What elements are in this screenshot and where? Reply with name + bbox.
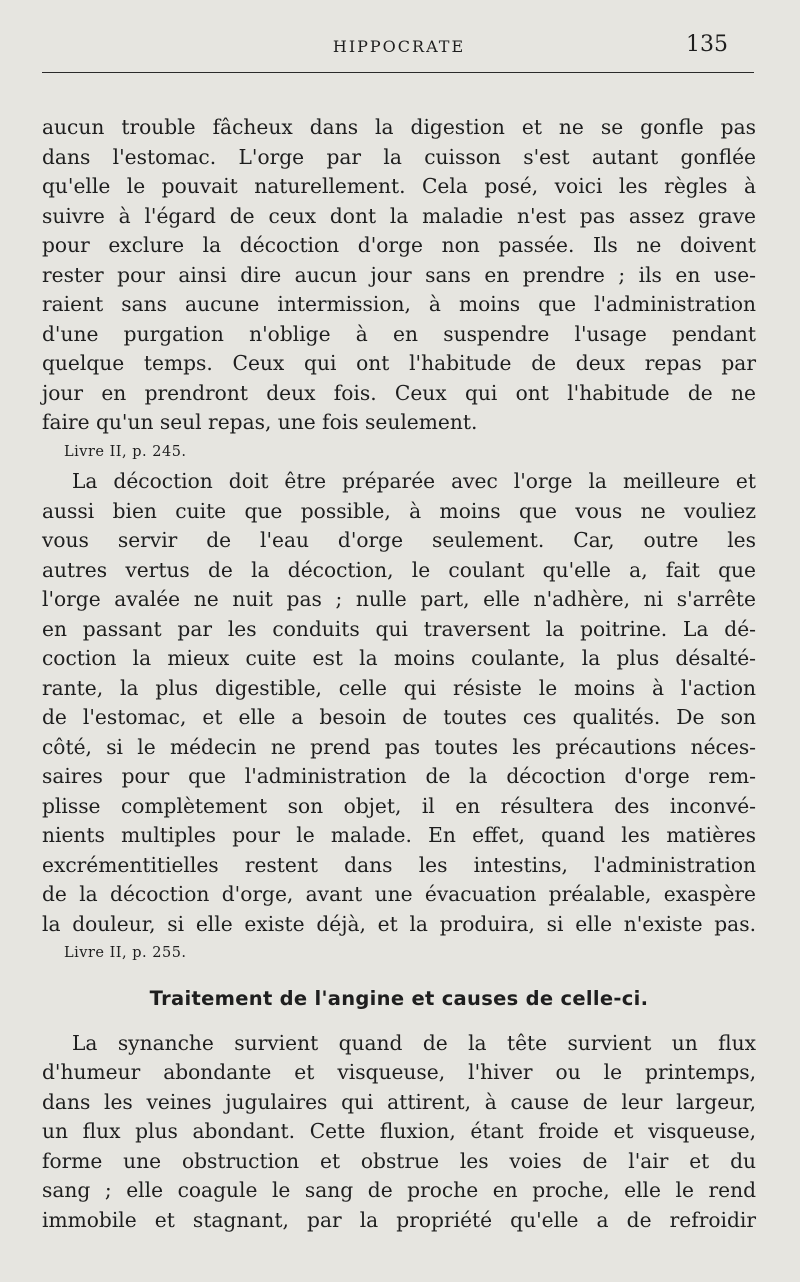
text-line: de l'estomac, et elle a besoin de toutes ces qualités. De son xyxy=(42,705,756,729)
text-line: un flux plus abondant. Cette fluxion, étant froide et visqueuse, xyxy=(42,1119,756,1143)
text-line: immobile et stagnant, par la propriété qu'elle a de refroidir xyxy=(42,1207,756,1232)
source-reference: Livre II, p. 245. xyxy=(64,443,187,460)
text-line: en passant par les conduits qui traversent la poitrine. La dé- xyxy=(42,616,756,641)
text-line: dans les veines jugulaires qui attirent, à cause de leur largeur, xyxy=(42,1089,756,1114)
text-line: côté, si le médecin ne prend pas toutes les précautions néces- xyxy=(42,734,756,759)
paragraph-1 xyxy=(42,113,756,438)
page-number: 135 xyxy=(686,32,728,57)
text-line: sang ; elle coagule le sang de proche en proche, elle le rend xyxy=(42,1178,756,1202)
text-line: nients multiples pour le malade. En effet, quand les matières xyxy=(42,823,756,847)
text-line: rester pour ainsi dire aucun jour sans en prendre ; ils en use- xyxy=(42,262,756,287)
paragraph-3 xyxy=(42,1029,756,1236)
text-line: suivre à l'égard de ceux dont la maladie n'est pas assez grave xyxy=(42,203,756,228)
text-line: quelque temps. Ceux qui ont l'habitude de deux repas par xyxy=(42,351,756,375)
text-line: vous servir de l'eau d'orge seulement. Car, outre les xyxy=(42,528,756,552)
text-line: excrémentitielles restent dans les intestins, l'administration xyxy=(42,852,756,877)
text-line: l'orge avalée ne nuit pas ; nulle part, elle n'adhère, ni s'arrête xyxy=(42,587,756,611)
text-line: de la décoction d'orge, avant une évacuation préalable, exaspère xyxy=(42,882,756,906)
text-line: dans l'estomac. L'orge par la cuisson s'est autant gonflée xyxy=(42,144,756,169)
text-line: aussi bien cuite que possible, à moins que vous ne vouliez xyxy=(42,498,756,523)
text-line: la douleur, si elle existe déjà, et la produira, si elle n'existe pas. xyxy=(42,911,756,936)
text-line: forme une obstruction et obstrue les voies de l'air et du xyxy=(42,1148,756,1173)
text-line: faire qu'un seul repas, une fois seulement. xyxy=(42,410,478,434)
text-line: aucun trouble fâcheux dans la digestion et ne se gonfle pas xyxy=(42,115,756,139)
text-line: La synanche survient quand de la tête survient un flux xyxy=(72,1030,756,1055)
text-line: raient sans aucune intermission, à moins que l'administration xyxy=(42,292,756,316)
text-line: saires pour que l'administration de la décoction d'orge rem- xyxy=(42,764,756,788)
paragraph-2 xyxy=(42,467,756,939)
text-line: qu'elle le pouvait naturellement. Cela posé, voici les règles à xyxy=(42,174,756,198)
text-line: d'une purgation n'oblige à en suspendre l'usage pendant xyxy=(42,321,756,346)
text-line: rante, la plus digestible, celle qui résiste le moins à l'action xyxy=(42,675,756,700)
text-line: coction la mieux cuite est la moins coulante, la plus désalté- xyxy=(42,646,756,670)
text-line: La décoction doit être préparée avec l'orge la meilleure et xyxy=(72,469,756,493)
body-text xyxy=(42,113,756,1235)
running-header xyxy=(42,34,756,60)
text-line: pour exclure la décoction d'orge non passée. Ils ne doivent xyxy=(42,233,756,257)
text-line: autres vertus de la décoction, le coulant qu'elle a, fait que xyxy=(42,557,756,582)
text-line: d'humeur abondante et visqueuse, l'hiver ou le printemps, xyxy=(42,1060,756,1084)
source-reference: Livre II, p. 255. xyxy=(64,945,187,961)
text-line: jour en prendront deux fois. Ceux qui ont l'habitude de ne xyxy=(42,380,756,405)
section-heading: Traitement de l'angine et causes de celle-ci. xyxy=(149,986,649,1010)
text-line: plisse complètement son objet, il en résultera des inconvé- xyxy=(42,793,756,818)
header-rule xyxy=(42,72,754,73)
running-title: HIPPOCRATE xyxy=(332,37,466,56)
